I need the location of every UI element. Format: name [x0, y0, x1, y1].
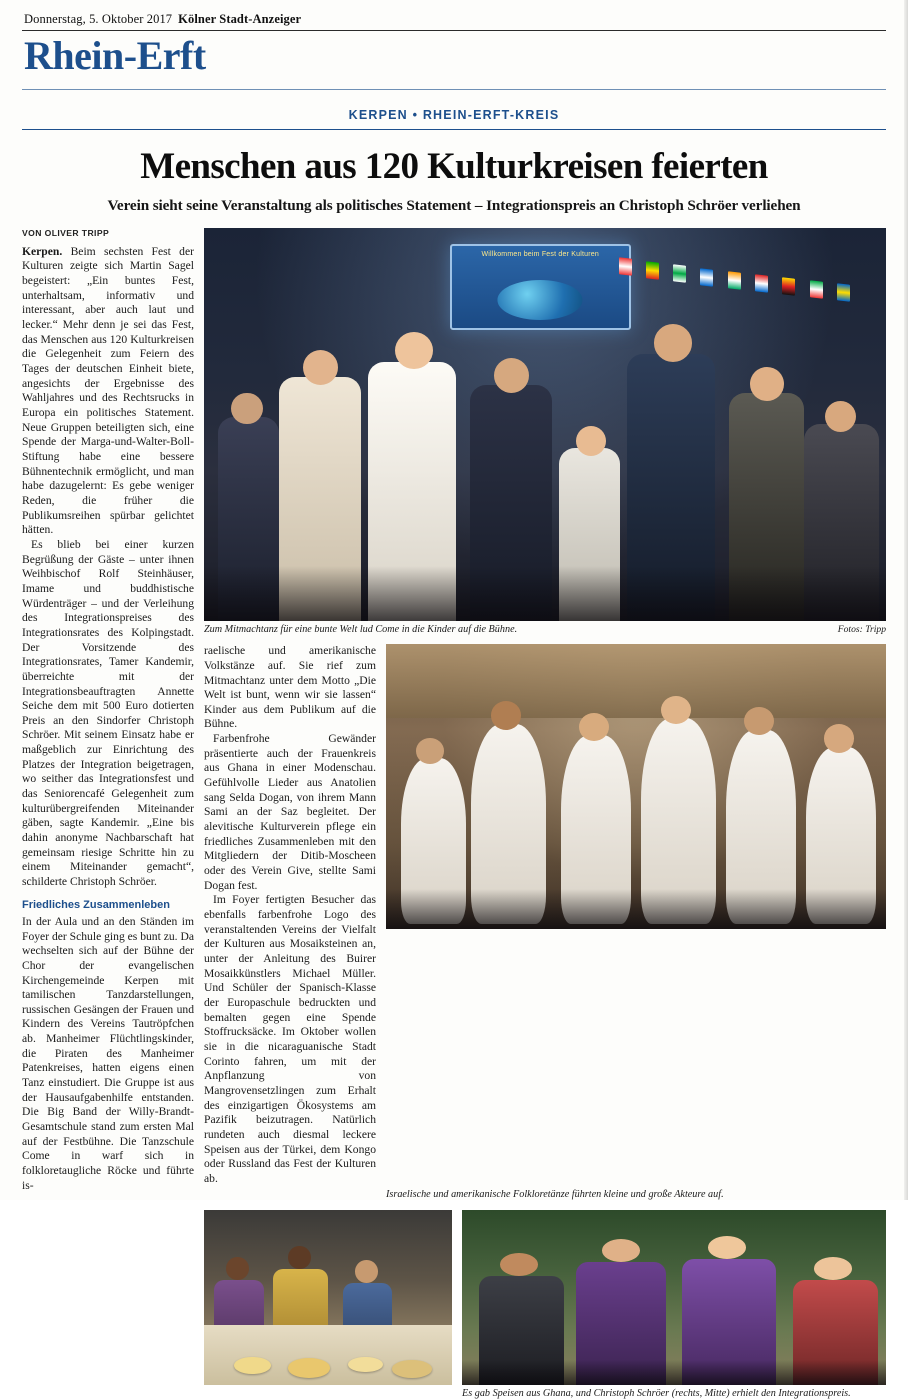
article-byline: VON OLIVER TRIPP: [22, 227, 110, 238]
paragraph: Farbenfrohe Gewänder präsentierte auch der Frauenkreis aus Ghana in einer Modenschau. Gefühlvolle Lieder aus Anatolien sang Selda Dogan, von ihrem Mann Sami an der Saz begleitet. Der alevitische Kulturverein pflege ein friedliches Zusammenleben mit den Mitgliedern der Ditib-Moscheen oder des Verein Give, stellte Sami Dogan fest.: [204, 732, 376, 892]
masthead: [22, 12, 886, 27]
photo-folk-dance: [386, 644, 886, 929]
page-edge-shadow: [904, 0, 908, 1200]
article-subheadline: Verein sieht seine Veranstaltung als politisches Statement – Integrationspreis an Christoph Schröer verliehen: [107, 196, 801, 214]
photo-buffet-ghana: [204, 1210, 452, 1385]
flag-bunting: [613, 252, 886, 315]
photo-caption: Es gab Speisen aus Ghana, und Christoph Schröer (rechts, Mitte) erhielt den Integrationspreis.: [462, 1387, 851, 1399]
photo-award-ceremony: [462, 1210, 886, 1385]
paragraph: Im Foyer fertigten Besucher das ebenfalls farbenfrohe Logo des veranstaltenden Vereins der Vielfalt der Kulturen aus Mosaiksteinen an, unter der Anleitung des Buirer Mosaikkünstlers Michael Müller. Und Schüler der Spanisch-Klasse der Europaschule bedruckten und bemalten gegen eine Spende Stoffrucksäcke. Im Oktober wollen sie in die nicaraguanische Stadt Corinto fahren, um mit der Anpflanzung von Mangrovensetzlingen zum Erhalt des einzigartigen Ökosystems am Pazifik beizutragen. Natürlich rundeten auch diesmal leckere Speisen aus der Türkei, dem Kongo oder Russland das Fest der Kulturen ab.: [204, 893, 376, 1185]
bottom-photo-row: [204, 1210, 886, 1385]
paragraph: Es blieb bei einer kurzen Begrüßung der Gäste – unter ihnen Weihbischof Rolf Steinhäuser, Imame und buddhistische Würdenträger – und der Verleihung des Integrationspreises des Integrationsrates des Kolpingstadt. Der Vorsitzende des Integrationsrates, Tamer Kandemir, überreichte mit der Integrationsbeauftragten Annette Seiche dem mit 500 Euro dotierten Preis an den Sindorfer Christoph Schröer. Mit seinem Einsatz habe er maßgeblich zur Einrichtung des Platzes der Integration beigetragen, wo seither das Integrationsfest und das Seniorencafé Gelegenheit zum kulturübergreifenden Miteinander gäben, sagte Kandemir. „Eine bis dahin anonyme Nachbarschaft hat gemeinsam riesige Schritte hin zu einem Miteinander gemacht“, schilderte Christoph Schröer.: [22, 537, 194, 889]
article-column-2: [204, 644, 376, 1186]
article-kicker-block: [22, 108, 886, 130]
hall-ceiling: [386, 644, 886, 718]
article-right-area: [204, 228, 886, 1400]
mid-row: [204, 644, 886, 1186]
photo-buffet-image: [204, 1210, 452, 1385]
masthead-date: Donnerstag, 5. Oktober 2017: [24, 12, 173, 26]
photo-award-image: [462, 1210, 886, 1385]
paragraph-text: Beim sechsten Fest der Kulturen zeigte sich Martin Sagel begeistert: „Ein buntes Fest, unterhaltsam, informativ und interessant, aber auch laut und lecker.“ Mehr denn je sei das Fest, das Menschen aus 120 Kulturkreisen die Gelegenheit zum Feiern des Tages der deutschen Einheit biete, angesichts der Ergebnisse des Wahljahres und des Rechtsrucks in Europa ein politisches Statement. Neue Gruppen beteiligten sich, eine Spende der Marga-und-Walter-Boll-Stiftung habe eine bessere Bühnentechnik ermöglicht, und man habe dazugelernt: Es gebe weniger Reden, die früher die Publikumsreihen spürbar gelichtet hätten.: [22, 244, 194, 537]
globe-icon: [498, 280, 583, 320]
masthead-divider: [22, 30, 886, 31]
stage-floor-shadow: [204, 566, 886, 621]
photo-caption: Zum Mitmachtanz für eine bunte Welt lud Come in die Kinder auf die Bühne.: [204, 623, 518, 635]
photo-stage-dance: [204, 228, 886, 621]
paragraph: raelische und amerikanische Volkstänze auf. Sie rief zum Mitmachtanz unter dem Motto „Die Welt ist bunt, wenn wir sie lassen“ Kinder aus dem Publikum auf die Bühne.: [204, 644, 376, 731]
hall-floor-shadow: [386, 889, 886, 929]
dateline: Kerpen.: [22, 244, 63, 258]
photo-folk-dance-image: [386, 644, 886, 929]
stage-banner-text: Willkommen beim Fest der Kulturen: [481, 251, 599, 259]
section-title: Rhein-Erft: [24, 33, 206, 78]
article-kicker: KERPEN • RHEIN-ERFT-KREIS: [348, 108, 560, 122]
photo-main-caption-row: [204, 621, 886, 636]
photo-caption: Israelische und amerikanische Folkloretänze führten kleine und große Akteure auf.: [386, 1189, 724, 1201]
photo-mid-caption-row: [204, 1186, 886, 1201]
masthead-paper-name: Kölner Stadt-Anzeiger: [178, 12, 302, 26]
paragraph: In der Aula und an den Ständen im Foyer der Schule ging es bunt zu. Da wechselten sich auf der Bühne der Chor der evangelischen Kirchengemeinde Kerpen mit tamilischen Tanzdarstellungen, russischen Gesängen der Frauen und Kindern des Vereins Tautröpfchen ab. Manheimer Flüchtlingskinder, die Piraten des Manheimer Patenkreises, hatten eigens einen Tanz einstudiert. Die Gruppe ist aus der Hausaufgabenhilfe entstanden. Die Big Band der Willy-Brandt-Gesamtschule stand zum ersten Mal auf der Festbühne. Die Tanzschule Come in warf sich in folkloretaugliche Röcke und führte is-: [22, 914, 194, 1192]
article-body: [22, 228, 886, 1400]
page-title: Menschen aus 120 Kulturkreisen feierten: [140, 146, 768, 187]
article-subsection-heading: Friedliches Zusammenleben: [22, 898, 170, 911]
stage-banner: [450, 244, 631, 331]
award-shadow: [462, 1360, 886, 1385]
photo-stage-dance-image: [204, 228, 886, 621]
photo-credit: Fotos: Tripp: [837, 623, 886, 635]
photo-bottom-caption-row: [204, 1385, 886, 1400]
paragraph: [22, 245, 194, 538]
article-column-1: [22, 228, 194, 1400]
section-divider: [22, 89, 886, 90]
kicker-divider: [22, 129, 886, 130]
